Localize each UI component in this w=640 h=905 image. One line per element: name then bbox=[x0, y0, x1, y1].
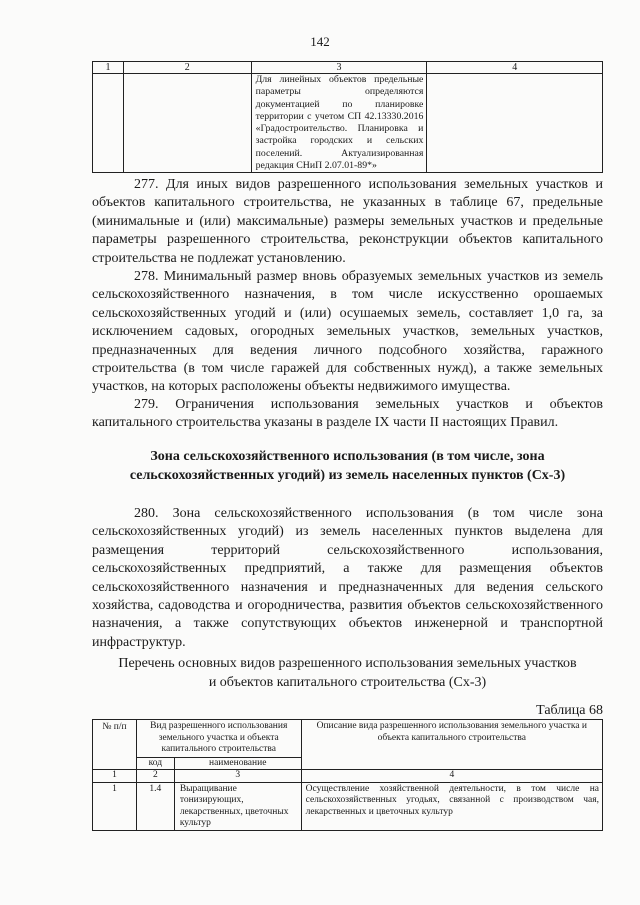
paragraph-277: 277. Для иных видов разрешенного использования земельных участков и объектов капитального строительства, не указанных в таблице 67, предельные (минимальные и (или) максимальные) размеры земельных участков и предельные параметры разрешенного строительства, реконструкции объектов капитального строительства не подлежат установлению. bbox=[92, 177, 603, 266]
header-code: код bbox=[136, 757, 174, 770]
header-type-group: Вид разрешенного использования земельного участка и объекта капитального строительства bbox=[136, 720, 301, 758]
row-name: Выращивание тонизирующих, лекарственных, цветочных культур bbox=[174, 782, 301, 830]
paragraph-279: 279. Ограничения использования земельных участков и объектов капитального строительства указаны в разделе IX части II настоящих Правил. bbox=[92, 397, 603, 431]
table-row bbox=[93, 782, 603, 830]
column-numbers-row bbox=[93, 770, 603, 783]
col-number: 4 bbox=[301, 770, 602, 783]
col-number: 3 bbox=[174, 770, 301, 783]
col-number: 1 bbox=[93, 770, 137, 783]
row-description: Осуществление хозяйственной деятельности, в том числе на сельскохозяйственных угодьях, связанной с производством чая, лекарственных и цветочных культур bbox=[301, 782, 602, 830]
col-number: 2 bbox=[136, 770, 174, 783]
table-label: Таблица 68 bbox=[536, 703, 603, 718]
section-heading: Зона сельскохозяйственного использования (в том числе, зона сельскохозяйственных угодий) из земель населенных пунктов (Сх-3) bbox=[129, 449, 566, 483]
column-numbers-row bbox=[93, 62, 603, 74]
linear-objects-note: Для линейных объектов предельные параметры определяются документацией по планировке территории с учетом СП 42.13330.2016 «Градостроительство. Планировка и застройка городских и сельских поселений. Актуализированная редакция СНиП 2.07.01-89*» bbox=[251, 74, 427, 173]
continuation-table bbox=[92, 61, 603, 173]
page-number: 142 bbox=[310, 34, 330, 49]
col-number: 3 bbox=[251, 62, 427, 74]
paragraph-278: 278. Минимальный размер вновь образуемых земельных участков из земель сельскохозяйственного назначения, в том числе искусственно орошаемых сельскохозяйственных угодий и (или) осушаемых земель, составляет 1,0 га, за исключением садовых, огородных земельных участков, земельных участков, предназначенных для ведения личного подсобного хозяйства, гаражного строительства (в том числе гаражей для собственных нужд), а также земельных участков, на которых расположены объекты недвижимого имущества. bbox=[92, 269, 603, 395]
header-name: наименование bbox=[174, 757, 301, 770]
permitted-use-table bbox=[92, 719, 603, 831]
paragraph-280: 280. Зона сельскохозяйственного использования (в том числе зона сельскохозяйственных угодий) из земель населенных пунктов выделена для размещения территорий сельскохозяйственного использования, сельскохозяйственных предприятий, а также для размещения объектов сельскохозяйственного назначения и предназначенных для ведения сельского хозяйства, садоводства и огородничества, развития объектов сельскохозяйственного назначения, а также сопутствующих объектов инженерной и транспортной инфраструктур. bbox=[92, 506, 603, 650]
header-num: № п/п bbox=[93, 720, 137, 770]
table-row bbox=[93, 74, 603, 173]
table-header-row bbox=[93, 720, 603, 758]
col-number: 4 bbox=[427, 62, 603, 74]
list-title: Перечень основных видов разрешенного использования земельных участков и объектов капитального строительства (Сх-3) bbox=[118, 656, 577, 690]
header-description: Описание вида разрешенного использования земельного участка и объекта капитального строительства bbox=[301, 720, 602, 770]
row-num: 1 bbox=[93, 782, 137, 830]
col-number: 2 bbox=[123, 62, 251, 74]
col-number: 1 bbox=[93, 62, 124, 74]
row-code: 1.4 bbox=[136, 782, 174, 830]
